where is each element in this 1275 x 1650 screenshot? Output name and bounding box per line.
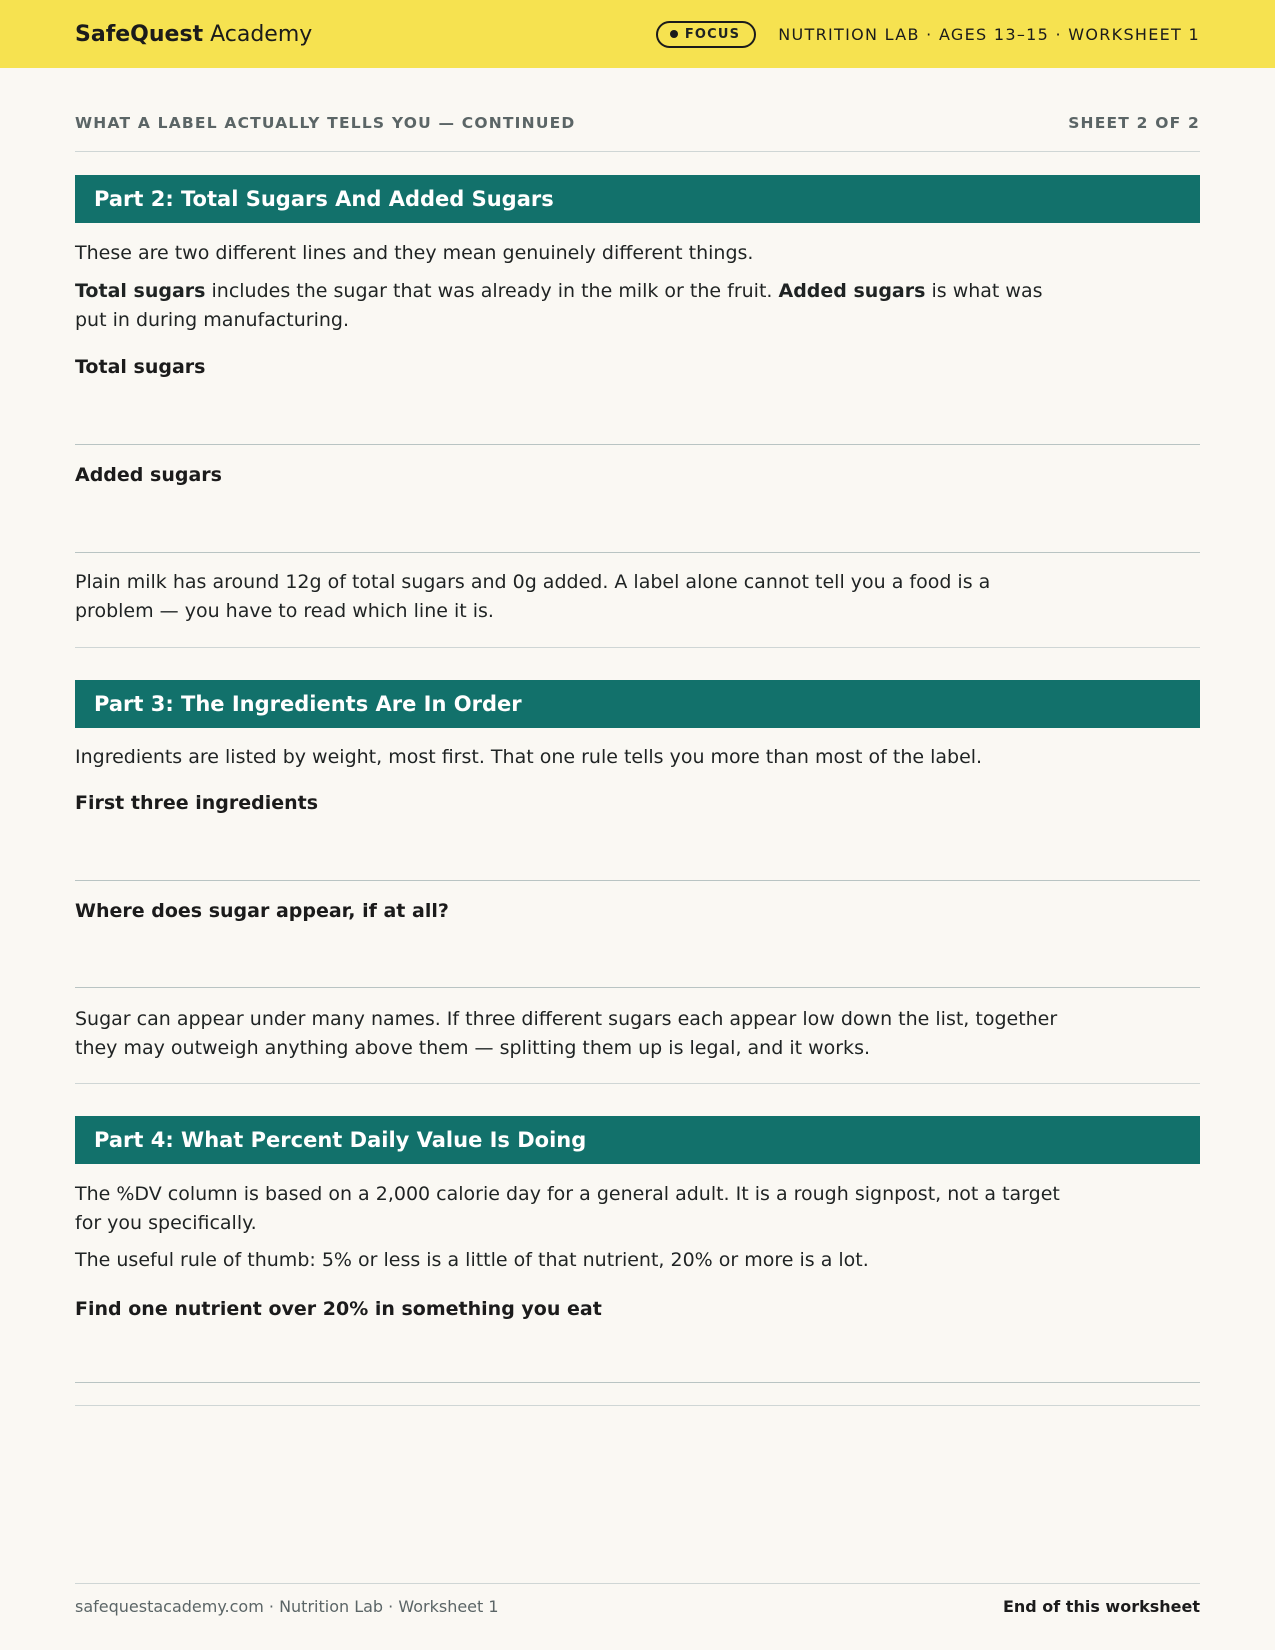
definition-text-1: includes the sugar that was already in the milk or the fruit.: [205, 280, 779, 302]
section-heading-part-2: Part 2: Total Sugars And Added Sugars: [75, 175, 1200, 223]
part-2-note: Plain milk has around 12g of total sugars and 0g added. A label alone cannot tell you a food is a problem — you have to read which line it is.: [75, 571, 991, 622]
answer-line-nutrient-over-20[interactable]: [75, 1382, 1200, 1383]
part-4-rule-of-thumb: The useful rule of thumb: 5% or less is a little of that nutrient, 20% or more is a lot.: [75, 1249, 869, 1271]
answer-line-sugar-position[interactable]: [75, 987, 1200, 988]
field-label-added-sugars: Added sugars: [75, 464, 222, 486]
brand-logo: [75, 22, 312, 47]
footer-source: safequestacademy.com · Nutrition Lab · Worksheet 1: [75, 1597, 499, 1616]
divider: [75, 1083, 1200, 1084]
field-label-first-three-ingredients: First three ingredients: [75, 792, 319, 814]
page-subheader: [75, 114, 1200, 132]
part-3-note: Sugar can appear under many names. If three different sugars each appear low down the list, together they may outweigh anything above them — splitting them up is legal, and it works.: [75, 1008, 1058, 1059]
focus-badge-label: FOCUS: [684, 26, 741, 42]
term-added-sugars: Added sugars: [778, 280, 926, 302]
page-subtitle: WHAT A LABEL ACTUALLY TELLS YOU — CONTINUED: [75, 114, 576, 132]
answer-line-total-sugars[interactable]: [75, 444, 1200, 445]
brand-name-bold: SafeQuest: [75, 21, 204, 47]
part-3-intro: Ingredients are listed by weight, most first. That one rule tells you more than most of the label.: [75, 746, 983, 768]
header-meta-group: [656, 21, 1200, 48]
brand-name-rest: Academy: [210, 21, 313, 47]
field-label-total-sugars: Total sugars: [75, 356, 206, 378]
sheet-number: SHEET 2 OF 2: [1068, 114, 1200, 132]
part-2-intro: These are two different lines and they mean genuinely different things.: [75, 242, 754, 264]
footer-divider: [75, 1583, 1200, 1584]
divider: [75, 1405, 1200, 1406]
divider: [75, 647, 1200, 648]
dot-icon: [670, 30, 678, 38]
worksheet-meta: NUTRITION LAB · AGES 13–15 · WORKSHEET 1: [778, 24, 1200, 44]
field-label-nutrient-over-20: Find one nutrient over 20% in something you eat: [75, 1298, 602, 1320]
footer-end-note: End of this worksheet: [1002, 1597, 1200, 1616]
answer-line-first-three-ingredients[interactable]: [75, 880, 1200, 881]
part-4-intro: The %DV column is based on a 2,000 calorie day for a general adult. It is a rough signpost, not a target for you specifically.: [75, 1183, 1060, 1234]
divider: [75, 151, 1200, 152]
section-heading-part-4: Part 4: What Percent Daily Value Is Doing: [75, 1116, 1200, 1164]
definition-text-2: is what was put in during manufacturing.: [75, 280, 1043, 331]
part-2-definition: [75, 277, 1065, 335]
section-heading-part-3: Part 3: The Ingredients Are In Order: [75, 680, 1200, 728]
focus-badge: [656, 21, 756, 48]
top-bar: [0, 0, 1275, 68]
term-total-sugars: Total sugars: [75, 280, 206, 302]
answer-line-added-sugars[interactable]: [75, 552, 1200, 553]
field-label-sugar-position: Where does sugar appear, if at all?: [75, 900, 449, 922]
